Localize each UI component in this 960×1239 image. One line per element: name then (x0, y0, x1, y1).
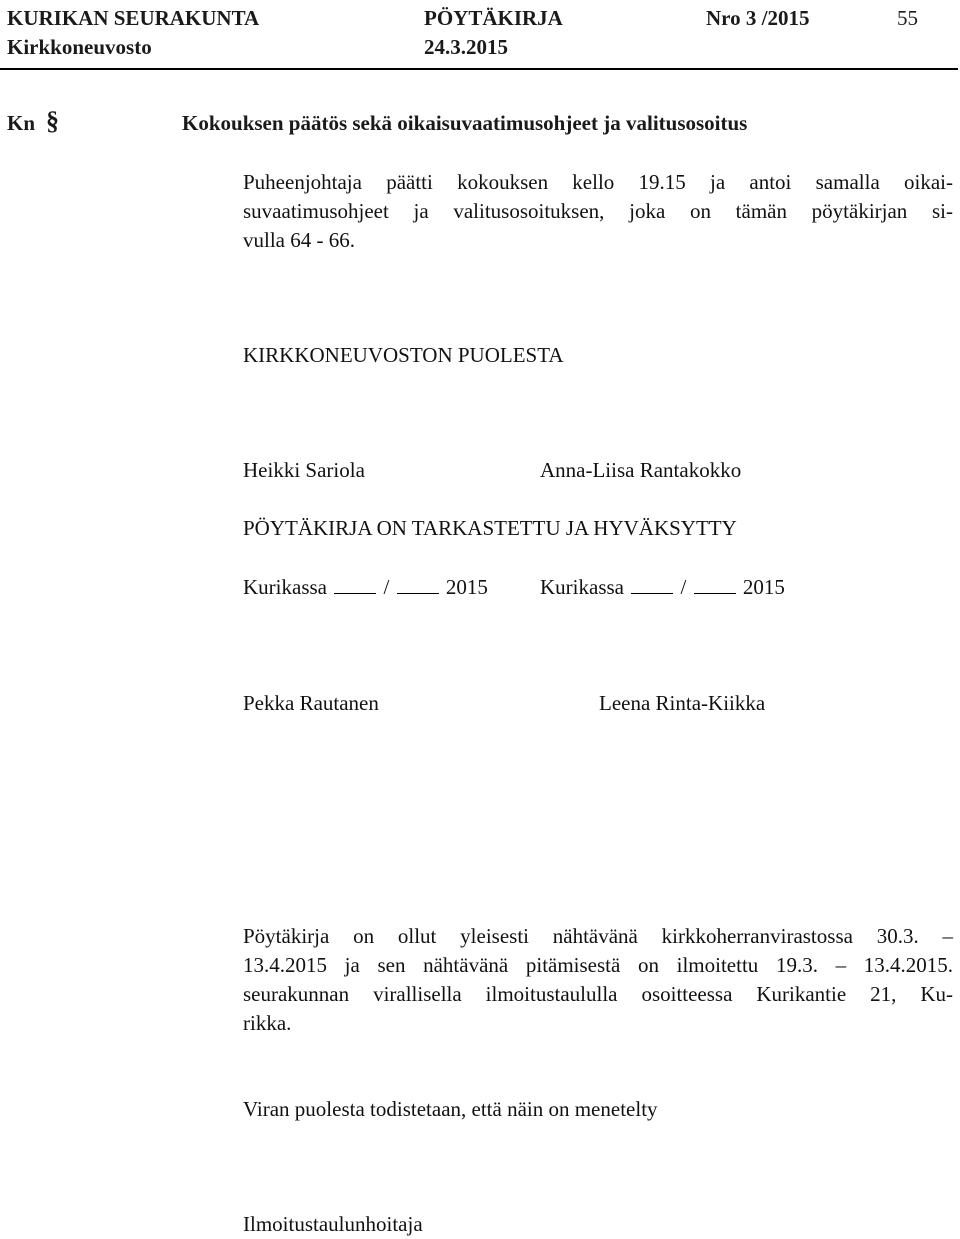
day-blank (334, 577, 376, 594)
approval-date-line-1 (243, 573, 488, 602)
notice-line: 13.4.2015 ja sen nähtävänä pitämisestä on ilmoitettu 19.3. – 13.4.2015. (243, 953, 953, 977)
decision-paragraph (243, 168, 953, 255)
paragraph-icon: § (46, 106, 59, 135)
approval-year: 2015 (742, 575, 785, 599)
notice-paragraph (243, 922, 953, 1038)
header-page-number: 55 (897, 6, 918, 30)
inspector-second: Leena Rinta-Kiikka (599, 691, 766, 715)
day-blank (631, 577, 673, 594)
notice-board-keeper: Ilmoitustaulunhoitaja (243, 1212, 423, 1236)
signer-chair: Heikki Sariola (243, 458, 365, 482)
header-org: KURIKAN SEURAKUNTA (7, 6, 260, 30)
date-slash: / (383, 575, 390, 599)
inspector-first: Pekka Rautanen (243, 691, 379, 715)
notice-line: Pöytäkirja on ollut yleisesti nähtävänä kirkkoherranvirastossa 30.3. – (243, 924, 953, 948)
header-rule (0, 68, 958, 70)
decision-line: Puheenjohtaja päätti kokouksen kello 19.15 ja antoi samalla oikai- (243, 170, 953, 194)
approval-place: Kurikassa (540, 575, 624, 599)
certification-text: Viran puolesta todistetaan, että näin on menetelty (243, 1097, 658, 1121)
section-code: Kn (7, 111, 36, 135)
approval-date-line-2 (540, 573, 785, 602)
header-date: 24.3.2015 (424, 35, 508, 59)
decision-line: vulla 64 - 66. (243, 228, 355, 252)
notice-line: rikka. (243, 1011, 292, 1035)
on-behalf-heading: KIRKKONEUVOSTON PUOLESTA (243, 343, 564, 367)
month-blank (397, 577, 439, 594)
section-symbol (46, 108, 59, 135)
decision-line: suvaatimusohjeet ja valitusosoituksen, joka on tämän pöytäkirjan si- (243, 199, 953, 223)
approval-heading: PÖYTÄKIRJA ON TARKASTETTU JA HYVÄKSYTTY (243, 516, 737, 540)
approval-year: 2015 (445, 575, 488, 599)
header-body: Kirkkoneuvosto (7, 35, 152, 59)
signer-secretary: Anna-Liisa Rantakokko (540, 458, 742, 482)
notice-line: seurakunnan virallisella ilmoitustaululla osoitteessa Kurikantie 21, Ku- (243, 982, 953, 1006)
header-doc-type: PÖYTÄKIRJA (424, 6, 563, 30)
date-slash: / (680, 575, 687, 599)
approval-place: Kurikassa (243, 575, 327, 599)
month-blank (694, 577, 736, 594)
header-number: Nro 3 /2015 (706, 6, 810, 30)
section-title: Kokouksen päätös sekä oikaisuvaatimusohjeet ja valitusosoitus (182, 111, 748, 135)
